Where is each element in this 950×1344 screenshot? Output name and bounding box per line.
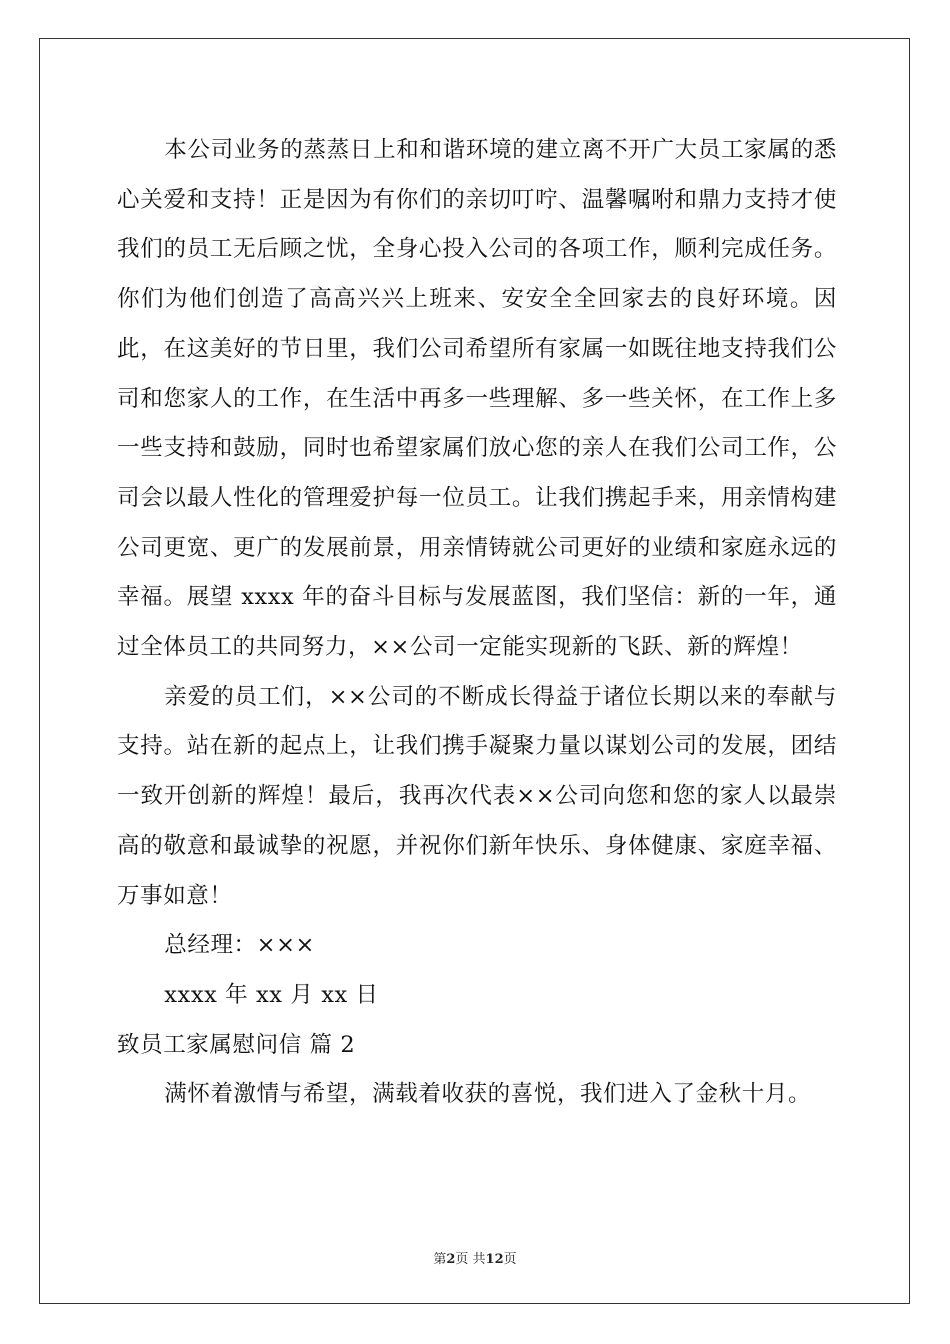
page-prefix: 第	[433, 1252, 447, 1267]
page-suffix: 页	[503, 1252, 517, 1267]
section-heading: 致员工家属慰问信 篇 2	[117, 1031, 356, 1058]
paragraph-3: 满怀着激情与希望，满载着收获的喜悦，我们进入了金秋十月。	[164, 1081, 812, 1108]
page-current: 2	[446, 1252, 456, 1267]
signature: 总经理：×××	[164, 932, 316, 959]
document-body	[117, 126, 837, 1120]
paragraph-1: 本公司业务的蒸蒸日上和和谐环境的建立离不开广大员工家属的悉心关爱和支持！正是因为有你们的亲切叮咛、温馨嘱咐和鼎力支持才使我们的员工无后顾之忧，全身心投入公司的各项工作，顺利完成任务。你们为他们创造了高高兴兴上班来、安安全全回家去的良好环境。因此，在这美好的节日里，我们公司希望所有家属一如既往地支持我们公司和您家人的工作，在生活中再多一些理解、多一些关怀，在工作上多一些支持和鼓励，同时也希望家属们放心您的亲人在我们公司工作，公司会以最人性化的管理爱护每一位员工。让我们携起手来，用亲情构建公司更宽、更广的发展前景，用亲情铸就公司更好的业绩和家庭永远的幸福。展望 xxxx 年的奋斗目标与发展蓝图，我们坚信：新的一年，通过全体员工的共同努力，××公司一定能实现新的飞跃、新的辉煌！	[117, 137, 837, 661]
date-line: xxxx 年 xx 月 xx 日	[164, 981, 379, 1008]
page-total: 12	[485, 1252, 504, 1267]
paragraph-2: 亲爱的员工们，××公司的不断成长得益于诸位长期以来的奉献与支持。站在新的起点上，让我们携手凝聚力量以谋划公司的发展，团结一致开创新的辉煌！最后，我再次代表××公司向您和您的家人以最崇高的敬意和最诚挚的祝愿，并祝你们新年快乐、身体健康、家庭幸福、万事如意！	[117, 683, 837, 909]
page-footer	[0, 1248, 950, 1267]
page-mid: 页 共	[455, 1252, 486, 1267]
